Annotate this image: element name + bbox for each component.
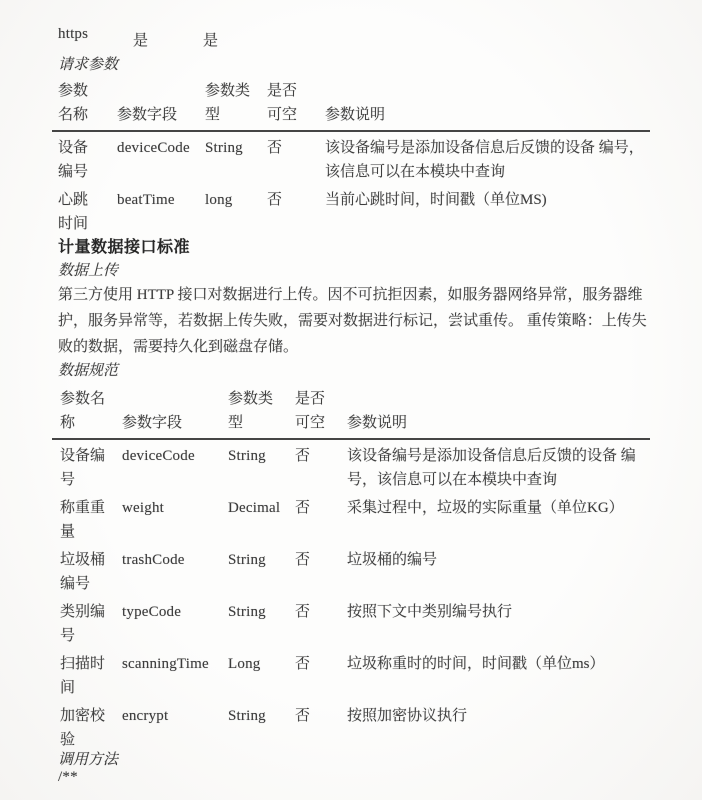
param-name-cell: 类别编号 [60, 604, 106, 644]
column-header-param-desc: 参数说明 [325, 79, 650, 131]
param-field-cell: encrypt [122, 708, 169, 724]
table-row [52, 439, 650, 492]
nullable-cell: 否 [295, 552, 311, 568]
param-type-cell: String [228, 604, 266, 620]
param-desc-cell: 垃圾称重时的时间，时间戳（单位ms） [347, 656, 605, 672]
param-type-cell: String [205, 140, 243, 156]
param-field-cell: typeCode [122, 604, 182, 620]
param-type-cell: long [205, 192, 233, 208]
table-row [52, 648, 650, 700]
param-field-cell: deviceCode [122, 448, 195, 464]
table-row [52, 544, 650, 596]
request-params-table [52, 79, 650, 236]
request-params-subtitle: 请求参数 [58, 57, 119, 73]
param-field-cell: deviceCode [117, 140, 190, 156]
param-desc-cell: 按照加密协议执行 [347, 708, 468, 724]
nullable-cell: 否 [295, 656, 311, 672]
nullable-cell: 否 [295, 500, 311, 516]
param-desc-cell: 该设备编号是添加设备信息后反馈的设备 编号，该信息可以在本模块中查询 [347, 448, 636, 488]
column-header-param-desc: 参数说明 [347, 387, 650, 439]
table-row [52, 596, 650, 648]
param-type-cell: Decimal [228, 500, 281, 516]
param-name-cell: 称重重量 [60, 500, 106, 540]
nullable-cell: 否 [295, 448, 311, 464]
param-name-cell: 设备编号 [60, 448, 106, 488]
param-name-cell: 垃圾桶编号 [60, 552, 106, 592]
nullable-cell: 否 [267, 192, 283, 208]
table-header-row [52, 79, 650, 131]
param-field-cell: trashCode [122, 552, 185, 568]
param-desc-cell: 当前心跳时间，时间戳（单位MS) [325, 192, 547, 208]
flag-cell-1: 是 [133, 33, 149, 49]
param-type-cell: String [228, 448, 266, 464]
column-header-nullable: 是否可空 [267, 79, 325, 131]
data-spec-table [52, 387, 650, 752]
data-upload-paragraph: 第三方使用 HTTP 接口对数据进行上传。因不可抗拒因素，如服务器网络异常，服务器维护，服务异常等，若数据上传失败，需要对数据进行标记，尝试重传。 重传策略：上传失败的数据，需要持久化到磁盘存储。 [58, 287, 647, 355]
nullable-cell: 否 [295, 708, 311, 724]
table-header-row [52, 387, 650, 439]
param-desc-cell: 该设备编号是添加设备信息后反馈的设备 编号，该信息可以在本模块中查询 [325, 140, 644, 180]
param-field-cell: beatTime [117, 192, 175, 208]
param-name-cell: 扫描时间 [60, 656, 106, 696]
column-header-param-field: 参数字段 [122, 387, 228, 439]
table-row [52, 492, 650, 544]
param-desc-cell: 按照下文中类别编号执行 [347, 604, 513, 620]
param-type-cell: String [228, 708, 266, 724]
protocol-cell: https [58, 26, 89, 42]
param-desc-cell: 垃圾桶的编号 [347, 552, 438, 568]
column-header-nullable: 是否可空 [295, 387, 347, 439]
param-type-cell: String [228, 552, 266, 568]
param-name-cell: 加密校验 [60, 708, 106, 748]
previous-table-tail-row [0, 26, 702, 48]
table-row [52, 131, 650, 184]
param-field-cell: weight [122, 500, 165, 516]
data-spec-subtitle: 数据规范 [58, 363, 119, 379]
nullable-cell: 否 [295, 604, 311, 620]
param-name-cell: 心跳时间 [58, 192, 89, 232]
column-header-param-type: 参数类型 [228, 387, 295, 439]
table-row [52, 184, 650, 236]
invoke-method-subtitle: 调用方法 [58, 752, 119, 768]
flag-cell-2: 是 [203, 33, 219, 49]
param-field-cell: scanningTime [122, 656, 209, 672]
param-name-cell: 设备编号 [58, 140, 89, 180]
column-header-param-name: 参数名称 [52, 387, 122, 439]
column-header-param-name: 参数名称 [52, 79, 117, 131]
data-upload-subtitle: 数据上传 [58, 263, 119, 279]
nullable-cell: 否 [267, 140, 283, 156]
column-header-param-field: 参数字段 [117, 79, 205, 131]
metering-section-heading: 计量数据接口标准 [58, 239, 191, 256]
table-row [52, 700, 650, 752]
column-header-param-type: 参数类型 [205, 79, 267, 131]
param-desc-cell: 采集过程中，垃圾的实际重量（单位KG） [347, 500, 624, 516]
code-comment-open: /** [58, 769, 78, 785]
param-type-cell: Long [228, 656, 261, 672]
